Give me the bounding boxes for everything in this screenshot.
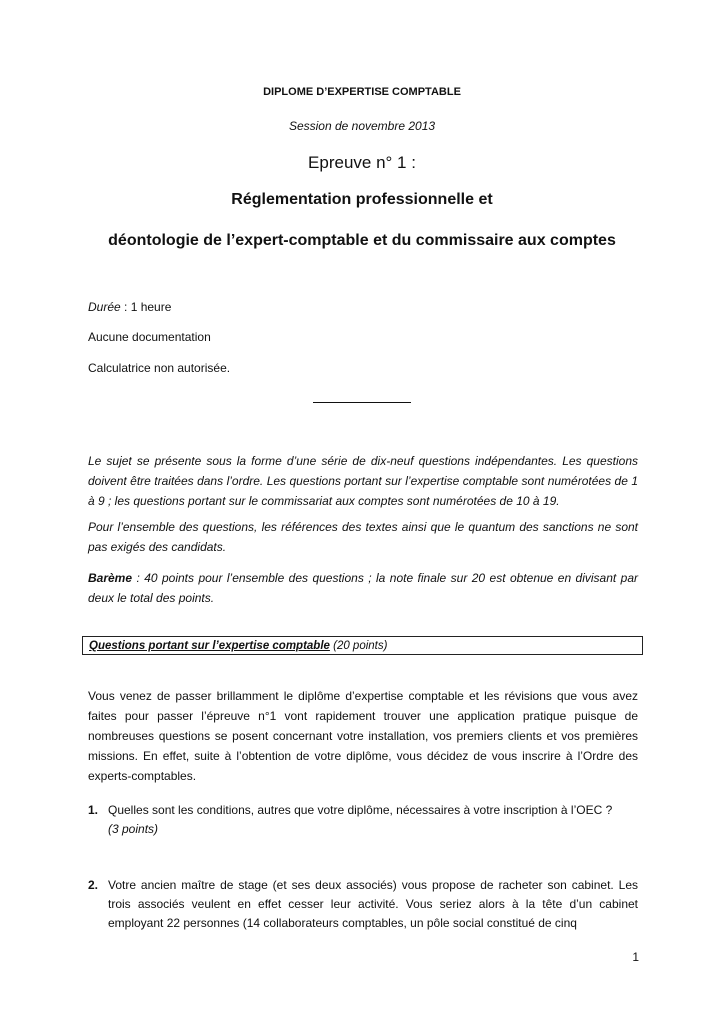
bareme-paragraph xyxy=(88,568,638,608)
documentation-note: Aucune documentation xyxy=(88,330,211,344)
section-header-box xyxy=(82,636,643,655)
exam-title-line1: Réglementation professionnelle et xyxy=(231,191,493,208)
duration-label: Durée xyxy=(88,300,121,314)
question-text: Votre ancien maître de stage (et ses deux associés) vous propose de racheter son cabinet. Les trois associés veulent en effet cesser leur activité. Vous seriez alors à la tête d’un cabinet employant 22 personnes (14 collaborateurs comptables, un pôle social constitué de cinq xyxy=(108,878,638,930)
question-points: (3 points) xyxy=(108,822,159,836)
exam-number: Epreuve n° 1 : xyxy=(308,153,416,172)
bareme-text: : 40 points pour l’ensemble des questions ; la note finale sur 20 est obtenue en divisant par deux le total des points. xyxy=(88,571,638,605)
question-body: Quelles sont les conditions, autres que votre diplôme, nécessaires à votre inscription à l’OEC ? xyxy=(108,803,613,817)
session-date: Session de novembre 2013 xyxy=(288,119,436,133)
duration-line xyxy=(88,300,171,314)
calculator-note: Calculatrice non autorisée. xyxy=(88,361,231,375)
question-text xyxy=(108,801,638,839)
bareme-label: Barème xyxy=(88,571,133,585)
duration-value: : 1 heure xyxy=(120,300,172,314)
separator-line xyxy=(313,402,411,403)
section-title: Questions portant sur l’expertise comptable xyxy=(89,640,330,652)
context-paragraph: Vous venez de passer brillamment le diplôme d’expertise comptable et les révisions que vous avez faites pour passer l’épreuve n°1 vont rapidement trouver une application pratique puisque de nombreuses questions se posent concernant votre installation, vos premiers clients et vos premières missions. En effet, suite à l’obtention de votre diplôme, vous décidez de vous inscrire à l’Ordre des experts-comptables. xyxy=(88,689,638,783)
references-paragraph: Pour l’ensemble des questions, les références des textes ainsi que le quantum des sanctions ne sont pas exigés des candidats. xyxy=(88,520,638,554)
exam-title-line2: déontologie de l’expert-comptable et du commissaire aux comptes xyxy=(108,232,616,249)
question-number: 1. xyxy=(88,803,99,817)
page-number: 1 xyxy=(632,950,639,964)
intro-paragraph: Le sujet se présente sous la forme d’une série de dix-neuf questions indépendantes. Les questions doivent être traitées dans l’ordre. Les questions portant sur l’expertise comptable sont numérotées de 1 à 9 ; les questions portant sur le commissariat aux comptes sont numérotées de 10 à 19. xyxy=(88,454,638,508)
question-number: 2. xyxy=(88,878,99,892)
diploma-heading: DIPLOME D’EXPERTISE COMPTABLE xyxy=(263,86,461,98)
section-points: (20 points) xyxy=(329,640,388,652)
